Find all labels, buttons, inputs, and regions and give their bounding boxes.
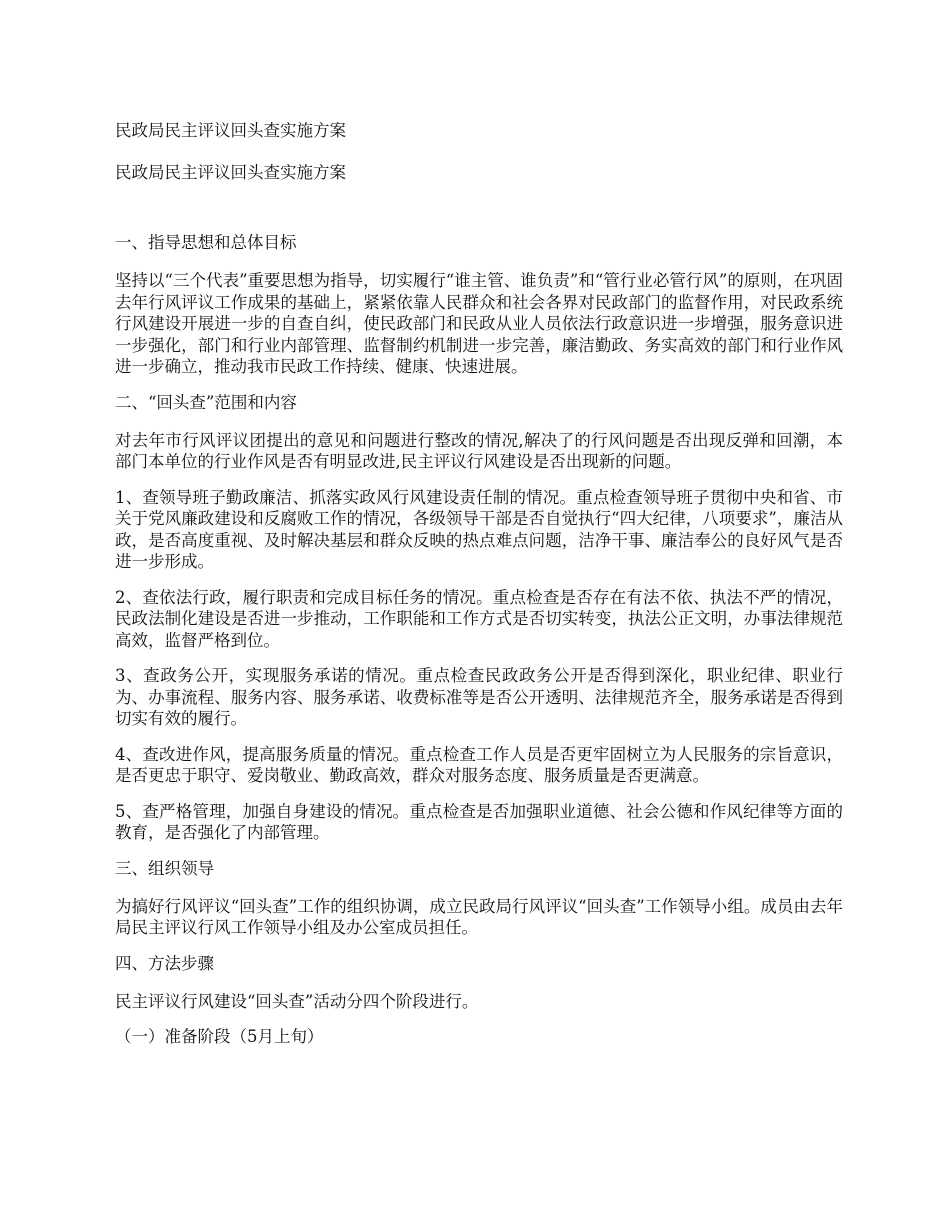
paragraph-item-3: 3、查政务公开，实现服务承诺的情况。重点检查民政政务公开是否得到深化，职业纪律、职业行为、办事流程、服务内容、服务承诺、收费标准等是否公开透明、法律规范齐全，服务承诺是否得到切实有效的履行。 — [115, 666, 843, 728]
section-heading-guiding-ideology: 一、指导思想和总体目标 — [115, 233, 297, 252]
paragraph-item-1: 1、查领导班子勤政廉洁、抓落实政风行风建设责任制的情况。重点检查领导班子贯彻中央和省、市关于党风廉政建设和反腐败工作的情况，各级领导干部是否自觉执行“四大纪律，八项要求”，廉洁从政，是否高度重视、及时解决基层和群众反映的热点难点问题，洁净干事、廉洁奉公的良好风气是否进一步形成。 — [115, 487, 843, 571]
paragraph-item-4: 4、查改进作风，提高服务质量的情况。重点检查工作人员是否更牢固树立为人民服务的宗旨意识，是否更忠于职守、爱岗敬业、勤政高效，群众对服务态度、服务质量是否更满意。 — [115, 744, 843, 785]
paragraph-item-2: 2、查依法行政，履行职责和完成目标任务的情况。重点检查是否存在有法不依、执法不严的情况，民政法制化建设是否进一步推动，工作职能和工作方式是否切实转变，执法公正文明，办事法律规范高效，监督严格到位。 — [115, 587, 843, 650]
paragraph-item-5: 5、查严格管理，加强自身建设的情况。重点检查是否加强职业道德、社会公德和作风纪律等方面的教育，是否强化了内部管理。 — [115, 801, 843, 842]
document-title: 民政局民主评议回头查实施方案 — [115, 121, 346, 140]
paragraph-guiding-ideology: 坚持以“三个代表”重要思想为指导，切实履行“谁主管、谁负责”和“管行业必管行风”的原则，在巩固去年行风评议工作成果的基础上，紧紧依靠人民群众和社会各界对民政部门的监督作用，对民政系统行风建设开展进一步的自查自纠，使民政部门和民政从业人员依法行政意识进一步增强，服务意识进一步强化，部门和行业内部管理、监督制约机制进一步完善，廉洁勤政、务实高效的部门和行业作风进一步确立，推动我市民政工作持续、健康、快速进展。 — [115, 271, 843, 376]
section-heading-organization: 三、组织领导 — [115, 858, 214, 878]
document-subtitle: 民政局民主评议回头查实施方案 — [115, 163, 346, 182]
paragraph-steps: 民主评议行风建设“回头查”活动分四个阶段进行。 — [115, 991, 479, 1011]
paragraph-organization: 为搞好行风评议“回头查”工作的组织协调，成立民政局行风评议“回头查”工作领导小组。成员由去年局民主评议行风工作领导小组及办公室成员担任。 — [115, 896, 843, 937]
paragraph-scope-intro: 对去年市行风评议团提出的意见和问题进行整改的情况,解决了的行风问题是否出现反弹和回潮，本部门本单位的行业作风是否有明显改进,民主评议行风建设是否出现新的问题。 — [115, 430, 843, 471]
subheading-preparation-stage: （一）准备阶段（5月上旬） — [115, 1027, 324, 1046]
section-heading-scope: 二、“回头查”范围和内容 — [115, 392, 297, 412]
section-heading-steps: 四、方法步骤 — [115, 953, 214, 973]
document-page — [115, 118, 843, 1048]
